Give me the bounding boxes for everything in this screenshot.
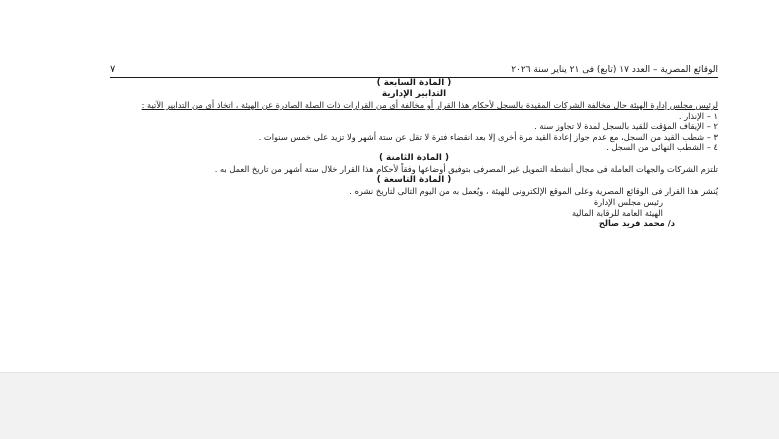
publication-title: الوقائع المصرية – العدد ١٧ (تابع) فى ٢١ يناير سنة ٢٠٢٦ <box>511 65 718 75</box>
signature-position: رئيس مجلس الإدارة <box>593 197 663 208</box>
signature-name: د/ محمد فريد صالح <box>598 218 675 229</box>
signature-organization: الهيئة العامة للرقابة المالية <box>571 207 663 218</box>
gazette-text <box>110 64 718 229</box>
article-9-title: ( المادة التاسعة ) <box>376 174 452 185</box>
signature-block <box>110 197 675 229</box>
article-7-item: ٢ – الإيقاف المؤقت للقيد بالسجل لمدة لا تجاوز سنة . <box>534 121 718 132</box>
article-7-subtitle: التدابير الإدارية <box>381 89 447 99</box>
page-header <box>110 64 718 78</box>
article-7-title: ( المادة السابعة ) <box>376 78 452 88</box>
article-7-item: ١ – الإنذار . <box>678 110 718 121</box>
article-9-text: يُنشر هذا القرار فى الوقائع المصرية وعلى الموقع الإلكترونى للهيئة ، ويُعمل به من اليوم التالى لتاريخ نشره . <box>349 185 718 196</box>
article-7-item: ٣ – شطب القيد من السجل، مع عدم جواز إعادة القيد مرة أخرى إلا بعد انقضاء فترة لا تقل عن ستة أشهر ولا تزيد على خمس سنوات . <box>258 131 718 142</box>
article-7-item: ٤ – الشطب النهائى من السجل . <box>606 142 718 153</box>
page-number: ٧ <box>110 64 116 75</box>
article-8-text: تلتزم الشركات والجهات العاملة فى مجال أنشطة التمويل غير المصرفى بتوفيق أوضاعها وفقاً لأحكام هذا القرار خلال ستة أشهر من تاريخ العمل به . <box>214 163 718 174</box>
article-8-title: ( المادة الثامنة ) <box>378 152 450 163</box>
article-7-intro: لرئيس مجلس إدارة الهيئة حال مخالفة الشركات المقيدة بالسجل لأحكام هذا القرار أو مخالفة أى من القرارات ذات الصلة الصادرة عن الهيئة ، اتخاذ أى من التدابير الآتية : <box>141 100 718 110</box>
